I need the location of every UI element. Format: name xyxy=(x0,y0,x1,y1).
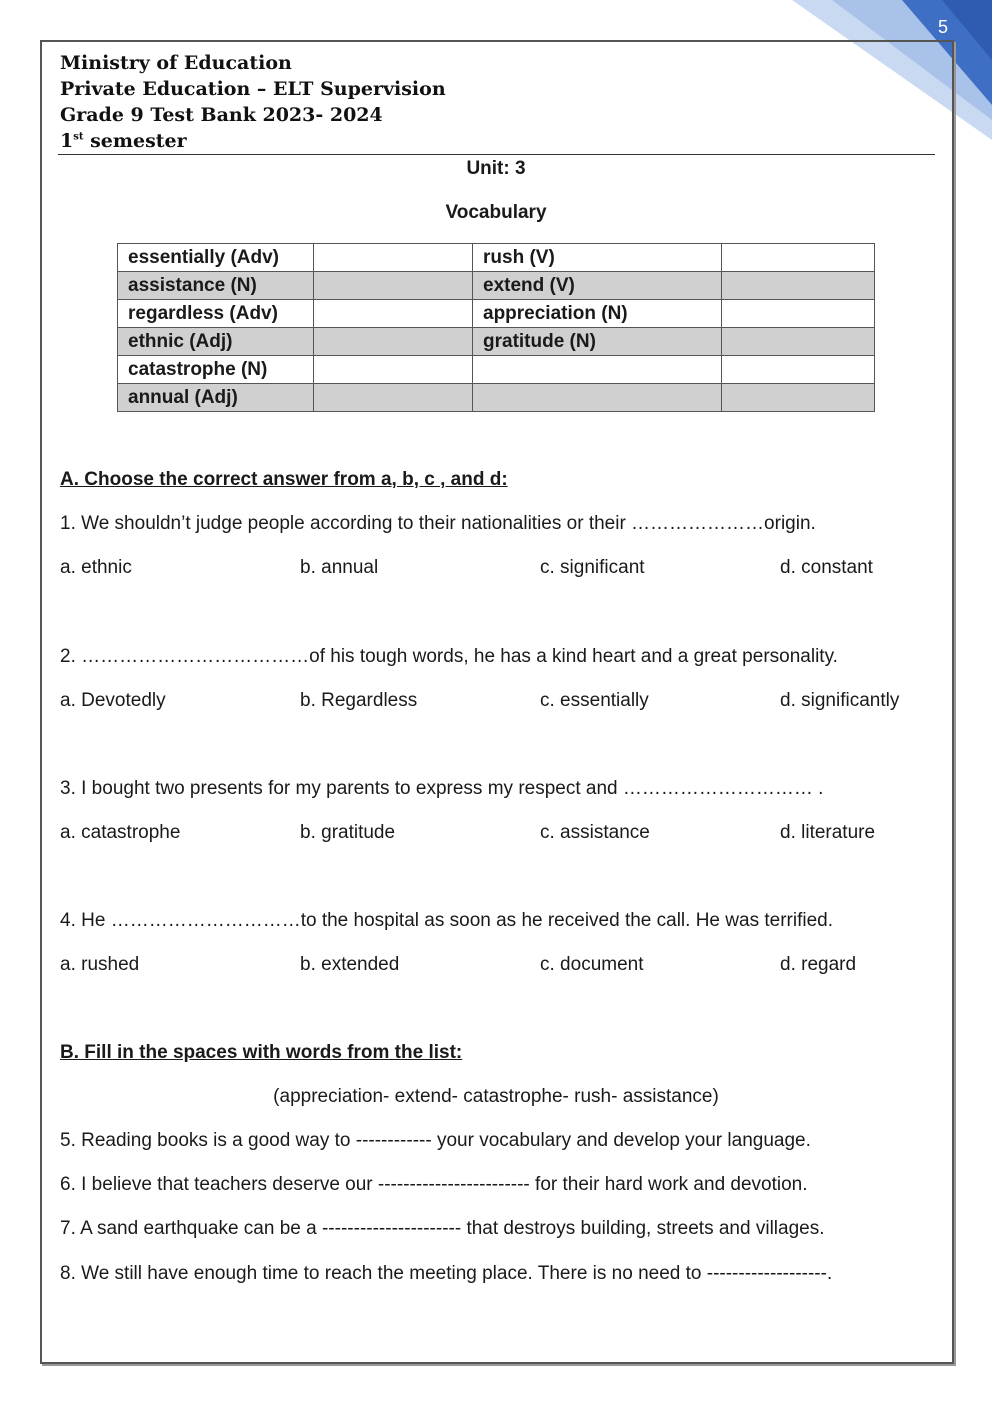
unit-title: Unit: 3 xyxy=(466,158,526,179)
header-ministry: Ministry of Education xyxy=(60,52,292,74)
vocab-word-cell: catastrophe (N) xyxy=(118,356,314,384)
vocab-row xyxy=(118,300,875,328)
vocab-blank-cell xyxy=(722,328,875,356)
q2-option-d: d. significantly xyxy=(780,690,900,711)
vocab-blank-cell xyxy=(722,300,875,328)
q1-option-b: b. annual xyxy=(300,557,379,578)
vocab-row xyxy=(118,244,875,272)
vocabulary-title: Vocabulary xyxy=(445,202,547,223)
page-number: 5 xyxy=(938,17,949,37)
fill-item-5: 5. Reading books is a good way to ------------ your vocabulary and develop your language. xyxy=(60,1130,811,1151)
header-semester xyxy=(60,128,446,154)
vocab-row xyxy=(118,328,875,356)
vocab-word-cell xyxy=(473,356,722,384)
q4-option-d: d. regard xyxy=(780,954,857,975)
semester-label: semester xyxy=(83,130,187,152)
vocab-blank-cell xyxy=(722,356,875,384)
q1-option-a: a. ethnic xyxy=(60,557,132,578)
vocab-row xyxy=(118,356,875,384)
document-header xyxy=(60,50,446,154)
fill-item-8: 8. We still have enough time to reach the meeting place. There is no need to -------------------. xyxy=(60,1263,833,1284)
vocab-word-cell: annual (Adj) xyxy=(118,384,314,412)
vocab-word-cell: regardless (Adv) xyxy=(118,300,314,328)
q2-option-a: a. Devotedly xyxy=(60,690,166,711)
vocab-word-cell: ethnic (Adj) xyxy=(118,328,314,356)
q4-option-b: b. extended xyxy=(300,954,400,975)
vocab-word-cell: assistance (N) xyxy=(118,272,314,300)
vocabulary-table xyxy=(117,243,875,412)
q3-option-c: c. assistance xyxy=(540,822,650,843)
vocab-blank-cell xyxy=(314,272,473,300)
vocab-blank-cell xyxy=(722,384,875,412)
fill-item-6: 6. I believe that teachers deserve our ------------------------ for their hard work and devotion. xyxy=(60,1174,808,1195)
vocab-blank-cell xyxy=(314,328,473,356)
question-1: 1. We shouldn’t judge people according to their nationalities or their …………………origin. xyxy=(60,513,816,534)
question-3: 3. I bought two presents for my parents to express my respect and ………………………… . xyxy=(60,778,824,799)
fill-item-7: 7. A sand earthquake can be a ---------------------- that destroys building, streets and villages. xyxy=(60,1218,825,1239)
vocab-blank-cell xyxy=(314,384,473,412)
header-test-bank: Grade 9 Test Bank 2023- 2024 xyxy=(60,104,383,126)
part-b-heading: B. Fill in the spaces with words from the list: xyxy=(60,1042,463,1063)
vocab-blank-cell xyxy=(314,244,473,272)
part-a-heading: A. Choose the correct answer from a, b, c , and d: xyxy=(60,469,508,490)
vocab-blank-cell xyxy=(722,244,875,272)
q2-option-b: b. Regardless xyxy=(300,690,418,711)
vocab-word-cell: extend (V) xyxy=(473,272,722,300)
header-rule xyxy=(58,154,935,155)
vocab-word-cell xyxy=(473,384,722,412)
vocab-row xyxy=(118,384,875,412)
q3-option-a: a. catastrophe xyxy=(60,822,181,843)
q1-option-c: c. significant xyxy=(540,557,645,578)
q3-option-b: b. gratitude xyxy=(300,822,396,843)
semester-ordinal: st xyxy=(73,131,84,143)
vocab-word-cell: gratitude (N) xyxy=(473,328,722,356)
semester-number: 1 xyxy=(60,130,74,152)
q2-option-c: c. essentially xyxy=(540,690,649,711)
vocab-word-cell: essentially (Adv) xyxy=(118,244,314,272)
word-list: (appreciation- extend- catastrophe- rush- assistance) xyxy=(273,1086,719,1107)
q4-option-c: c. document xyxy=(540,954,644,975)
vocab-blank-cell xyxy=(314,300,473,328)
q3-option-d: d. literature xyxy=(780,822,876,843)
q1-option-d: d. constant xyxy=(780,557,873,578)
vocab-word-cell: appreciation (N) xyxy=(473,300,722,328)
vocab-word-cell: rush (V) xyxy=(473,244,722,272)
question-2: 2. ………………………………of his tough words, he has a kind heart and a great personality. xyxy=(60,646,838,667)
q4-option-a: a. rushed xyxy=(60,954,140,975)
vocab-blank-cell xyxy=(722,272,875,300)
vocab-blank-cell xyxy=(314,356,473,384)
header-department: Private Education – ELT Supervision xyxy=(60,78,446,100)
vocab-row xyxy=(118,272,875,300)
question-4: 4. He …………………………to the hospital as soon as he received the call. He was terrified. xyxy=(60,910,833,931)
